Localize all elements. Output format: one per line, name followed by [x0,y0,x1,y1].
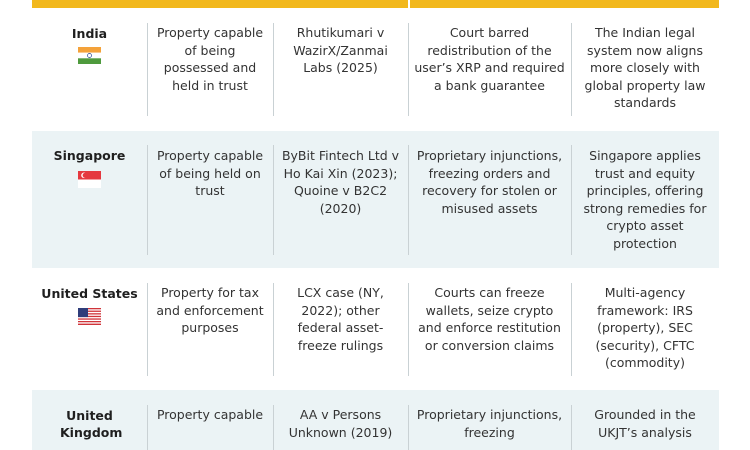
remedies-cell [408,268,571,390]
legal-status-text: Property capable [156,407,264,422]
cases-cell [273,131,408,268]
country-cell [32,390,147,450]
case-law-text: LCX case (NY, 2022); other federal asset-freeze rulings [297,285,384,353]
table-row [32,8,719,131]
country-name: United Kingdom [60,408,123,440]
usa-flag-icon [78,308,101,325]
case-law-text: ByBit Fintech Ltd v Ho Kai Xin (2023); Quoine v B2C2 (2020) [281,148,400,216]
remedies-text: Proprietary injunctions, freezing [416,407,563,440]
country-cell [32,131,147,268]
status-cell [147,131,273,268]
status-cell [147,390,273,450]
status-cell [147,268,273,390]
table-row [32,268,719,390]
cases-cell [273,8,408,131]
remedies-cell [408,131,571,268]
case-law-text: AA v Persons Unknown (2019) [288,407,393,440]
case-law-text: Rhutikumari v WazirX/Zanmai Labs (2025) [293,25,388,75]
table-header-bar [32,0,719,8]
table-row [32,390,719,450]
legal-status-text: Property for tax and enforcement purposes [156,285,264,335]
remedies-cell [408,8,571,131]
notes-text: Multi-agency framework: IRS (property), SEC (security), CFTC (commodity) [595,285,695,370]
legal-status-text: Property capable of being possessed and held in trust [156,25,264,93]
header-divider [408,0,410,8]
cases-cell [273,268,408,390]
india-flag-icon [78,47,101,64]
notes-cell [571,8,719,131]
notes-cell [571,131,719,268]
country-name: United States [41,286,138,301]
notes-text: Grounded in the UKJT’s analysis [594,407,696,440]
singapore-flag-icon [78,171,101,188]
notes-cell [571,390,719,450]
country-name: India [71,26,108,41]
table-row [32,131,719,268]
country-cell [32,268,147,390]
cases-cell [273,390,408,450]
remedies-text: Court barred redistribution of the user’s XRP and required a bank guarantee [414,25,565,93]
remedies-cell [408,390,571,450]
status-cell [147,8,273,131]
notes-text: The Indian legal system now aligns more closely with global property law standards [584,25,706,110]
legal-status-text: Property capable of being held on trust [156,148,264,198]
remedies-text: Courts can freeze wallets, seize crypto and enforce restitution or conversion claims [418,285,561,353]
country-name: Singapore [53,148,126,163]
country-cell [32,8,147,131]
remedies-text: Proprietary injunctions, freezing orders and recovery for stolen or misused assets [416,148,563,216]
notes-cell [571,268,719,390]
notes-text: Singapore applies trust and equity principles, offering strong remedies for crypto asset protection [583,148,707,251]
